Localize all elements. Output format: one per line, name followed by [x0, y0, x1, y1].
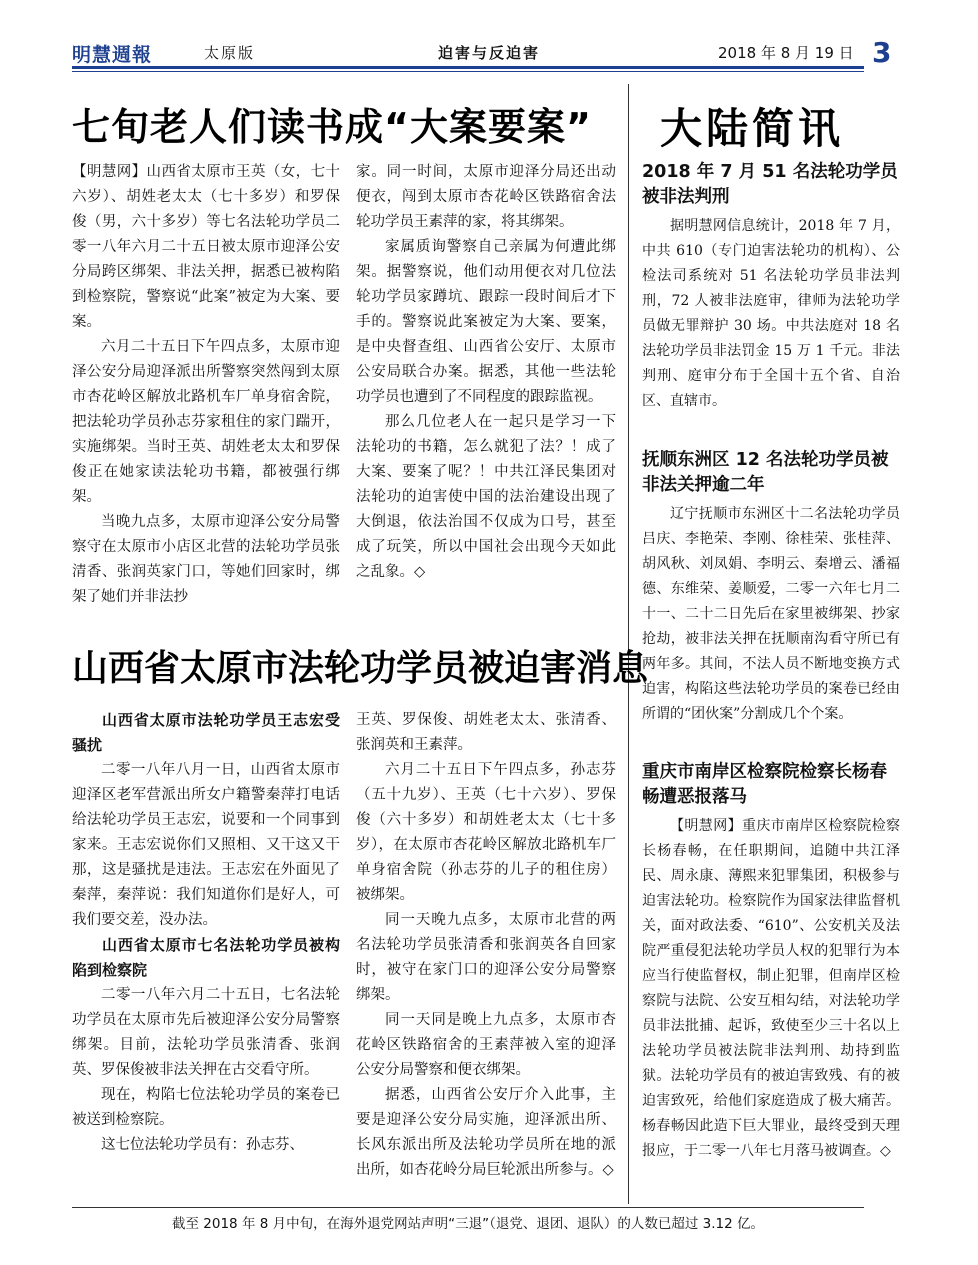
article1-column-1: [72, 160, 340, 610]
article2-paragraph: 现在，构陷七位法轮功学员的案卷已被送到检察院。: [72, 1087, 340, 1128]
header-rule-thin: [72, 71, 864, 72]
news-brief: [642, 160, 900, 414]
article1-column-2: [356, 160, 616, 585]
masthead-name: 明慧週報: [72, 44, 153, 66]
article2-paragraph: 这七位法轮功学员有：孙志芬、: [101, 1137, 304, 1153]
news-brief-headline: 2018 年 7 月 51 名法轮功学员被非法判刑: [642, 162, 898, 207]
article1-paragraph: 家属质询警察自己亲属为何遭此绑架。据警察说，他们动用便衣对几位法轮功学员家蹲坑、跟踪一段时间后才下手的。警察说此案被定为大案、要案，是中央督查组、山西省公安厅、太原市公安局联合办案。据悉，其他一些法轮功学员也遭到了不同程度的跟踪监视。: [356, 239, 616, 405]
article1-paragraph: 家。同一时间，太原市迎泽分局还出动便衣，闯到太原市杏花岭区铁路宿舍法轮功学员王素萍的家，将其绑架。: [356, 164, 616, 230]
article2-paragraph: 同一天同是晚上九点多，太原市杏花岭区铁路宿舍的王素萍被入室的迎泽公安分局警察和便衣绑架。: [356, 1012, 616, 1078]
article1-paragraph: 【明慧网】山西省太原市王英（女，七十六岁）、胡姓老太太（七十多岁）和罗保俊（男，六十多岁）等七名法轮功学员二零一八年六月二十五日被太原市迎泽公安分局跨区绑架、非法关押，据悉已被构陷到检察院，警察说“此案”被定为大案、要案。: [72, 164, 340, 330]
article2-paragraph: 据悉，山西省公安厅介入此事，主要是迎泽公安分局实施，迎泽派出所、长风东派出所及法轮功学员所在地的派出所，如杏花岭分局巨轮派出所参与。◇: [356, 1087, 616, 1178]
news-brief-headline: 抚顺东洲区 12 名法轮功学员被非法关押逾二年: [642, 450, 889, 495]
news-brief-body: 据明慧网信息统计，2018 年 7 月，中共 610（专门迫害法轮功的机构）、公检法司系统对 51 名法轮功学员非法判刑，72 人被非法庭审，律师为法轮功学员做无罪辩护 30 场。中共法庭对 18 名法轮功学员非法罚金 15 万 1 千元。非法判刑、庭审分布于全国十五个省、自治区、直辖市。: [642, 218, 900, 409]
article2-paragraph: 二零一八年六月二十五日，七名法轮功学员在太原市先后被迎泽公安分局警察绑架。目前，法轮功学员张清香、张润英、罗保俊被非法关押在古交看守所。: [72, 987, 340, 1078]
article1-paragraph: 那么几位老人在一起只是学习一下法轮功的书籍，怎么就犯了法？！成了大案、要案了呢？！中共江泽民集团对法轮功的迫害使中国的法治建设出现了大倒退，依法治国不仅成为口号，甚至成了玩笑，所以中国社会出现今天如此之乱象。◇: [356, 414, 616, 580]
article2-paragraph: 二零一八年八月一日，山西省太原市迎泽区老军营派出所女户籍警秦萍打电话给法轮功学员王志宏，说要和一个同事到家来。王志宏说你们又照相、又干这又干那，这是骚扰是违法。王志宏在外面见了秦萍，秦萍说：我们知道你们是好人，可我们要交差，没办法。: [72, 762, 340, 928]
article2-title: 山西省太原市法轮功学员被迫害消息: [72, 648, 649, 689]
masthead-edition: 太原版: [204, 44, 256, 62]
masthead-date: 2018 年 8 月 19 日: [718, 44, 854, 62]
article2-column-1: [72, 708, 340, 1158]
article2-paragraph: 王英、罗保俊、胡姓老太太、张清香、张润英和王素萍。: [356, 712, 616, 753]
article2-column-2: [356, 708, 616, 1183]
footer-note: 截至 2018 年 8 月中旬，在海外退党网站声明“三退”（退党、退团、退队）的人数已超过 3.12 亿。: [172, 1216, 764, 1232]
article2-subheading: 山西省太原市法轮功学员王志宏受骚扰: [72, 711, 340, 754]
header-rule: [72, 66, 864, 69]
article1-paragraph: 当晚九点多，太原市迎泽公安分局警察守在太原市小店区北营的法轮功学员张清香、张润英家门口，等她们回家时，绑架了她们并非法抄: [72, 514, 340, 605]
article2-paragraph: 同一天晚九点多，太原市北营的两名法轮功学员张清香和张润英各自回家时，被守在家门口的迎泽公安分局警察绑架。: [356, 912, 616, 1003]
news-brief: [642, 760, 900, 1164]
masthead-column: 迫害与反迫害: [438, 44, 541, 62]
news-brief-body: 辽宁抚顺市东洲区十二名法轮功学员吕庆、李艳荣、李刚、徐桂荣、张桂萍、胡风秋、刘凤娟、李明云、秦增云、潘福德、东维荣、姜顺爱，二零一六年七月二十一、二十二日先后在家里被绑架、抄家抢劫，被非法关押在抚顺南沟看守所已有两年多。其间，不法人员不断地变换方式迫害，构陷这些法轮功学员的案卷已经由所谓的“团伙案”分割成几个个案。: [642, 506, 900, 722]
news-brief: [642, 448, 900, 727]
article1-title: 七旬老人们读书成“大案要案”: [72, 105, 592, 149]
article2-paragraph: 六月二十五日下午四点多，孙志芬（五十九岁）、王英（七十六岁）、罗保俊（六十多岁）和胡姓老太太（七十多岁），在太原市杏花岭区解放北路机车厂单身宿舍院（孙志芬的儿子的租住房）被绑架。: [356, 762, 616, 903]
article1-paragraph: 六月二十五日下午四点多，太原市迎泽公安分局迎泽派出所警察突然闯到太原市杏花岭区解放北路机车厂单身宿舍院，把法轮功学员孙志芬家租住的家门踹开，实施绑架。当时王英、胡姓老太太和罗保俊正在她家读法轮功书籍，都被强行绑架。: [72, 339, 340, 505]
page-number: 3: [872, 36, 892, 69]
footer-rule: [72, 1207, 864, 1208]
sidebar-title: 大陆简讯: [660, 104, 845, 153]
news-brief-body: 【明慧网】重庆市南岸区检察院检察长杨春畅，在任职期间，追随中共江泽民、周永康、薄熙来犯罪集团，积极参与迫害法轮功。检察院作为国家法律监督机关，面对政法委、“610”、公安机关及法院严重侵犯法轮功学员人权的犯罪行为本应当行使监督权，制止犯罪，但南岸区检察院与法院、公安互相勾结，对法轮功学员非法批捕、起诉，致使至少三十名以上法轮功学员被法院非法判刑、劫持到监狱。法轮功学员有的被迫害致残、有的被迫害致死，给他们家庭造成了极大痛苦。杨春畅因此造下巨大罪业，最终受到天理报应，于二零一八年七月落马被调查。◇: [642, 818, 900, 1159]
article2-subheading: 山西省太原市七名法轮功学员被构陷到检察院: [72, 936, 340, 979]
news-brief-headline: 重庆市南岸区检察院检察长杨春畅遭恶报落马: [642, 762, 887, 807]
